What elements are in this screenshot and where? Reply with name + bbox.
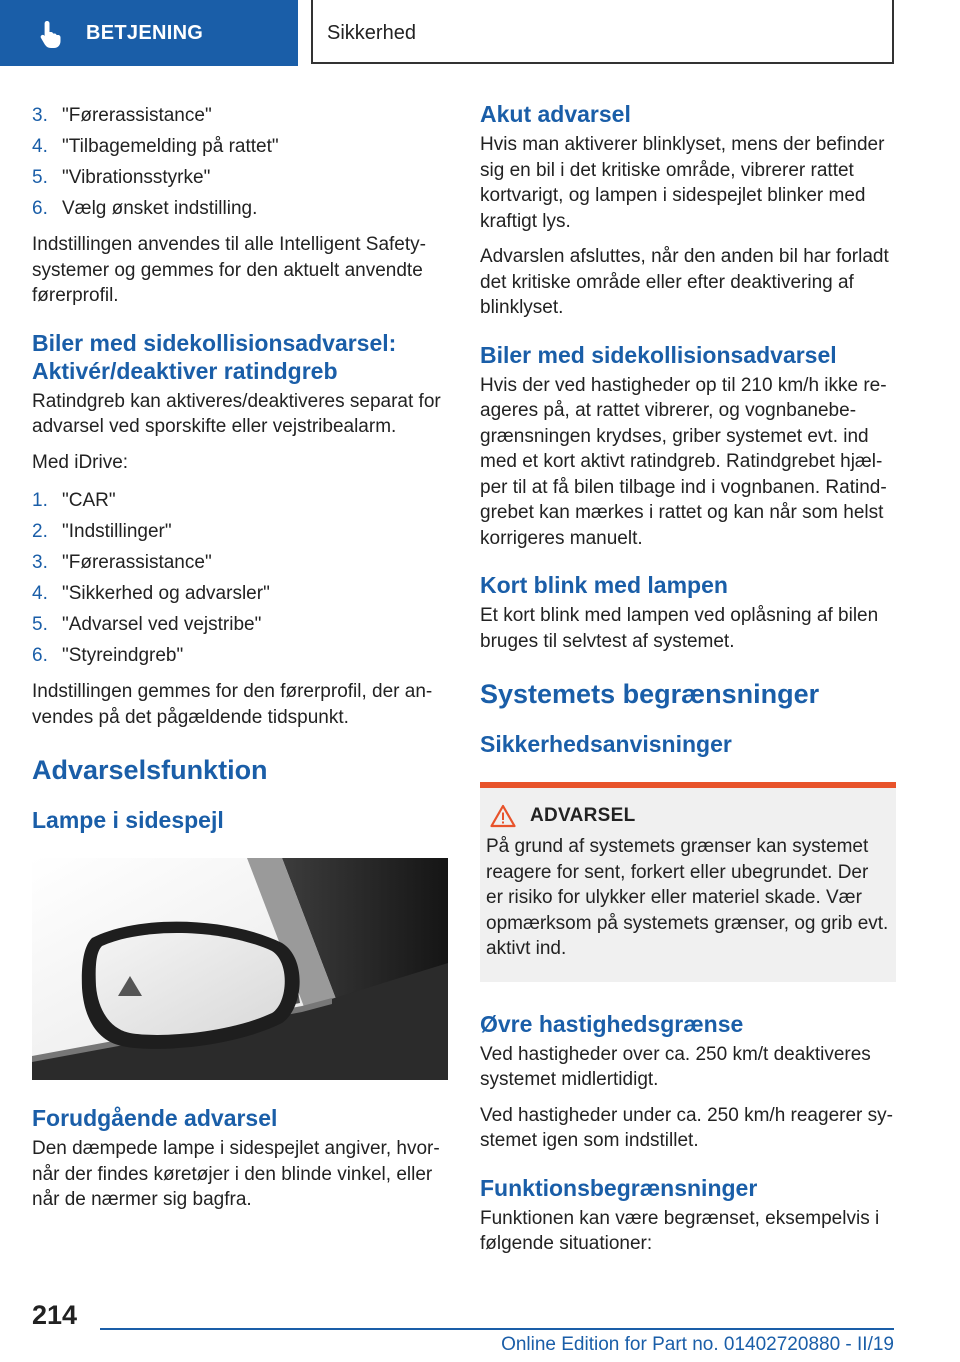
footer-divider (100, 1328, 894, 1330)
heading-lampe-i-sidespejl: Lampe i sidespejl (32, 807, 224, 833)
paragraph: Indstillingen gemmes for den førerprofil, der an-vendes på det pågældende tidspunkt. (32, 681, 433, 728)
list-item: 3. "Førerassistance" (32, 105, 212, 126)
heading-sikkerhedsanvisninger: Sikkerhedsanvisninger (480, 731, 732, 757)
paragraph: Hvis der ved hastigheder op til 210 km/h ikke re-ageres på, at rattet vibrerer, og vognbanebe-grænsningen krydses, griber systemet evt. ind med et kort aktivt ratindgreb. Ratindgrebet hjæl-per til at få bilen tilbage ind i vognbanen. Ratind-grebet kan mærkes i rattet og kan når som helst korrigeres manuelt. (480, 374, 887, 549)
warning-text: På grund af systemets grænser kan systemet reagere for sent, forkert eller ubegrundet. Der er risiko for ulykker eller materiel skade. Vær opmærksom på systemets grænser, og grib evt. aktivt ind. (486, 836, 889, 959)
section-title: Sikkerhed (327, 22, 416, 44)
chapter-tab (0, 0, 298, 66)
list-item: 1. "CAR" (32, 490, 116, 511)
left-column (32, 100, 448, 1223)
paragraph: Den dæmpede lampe i sidespejlet angiver, hvor-når der findes køretøjer i den blinde vinkel, eller når de nærmer sig bagfra. (32, 1138, 440, 1210)
paragraph: Indstillingen anvendes til alle Intelligent Safety-systemer og gemmes for den aktuelt anvendte førerprofil. (32, 234, 426, 306)
warning-header (486, 804, 890, 828)
heading-advarselsfunktion: Advarselsfunktion (32, 755, 268, 785)
heading-biler-sidekollision: Biler med sidekollisionsadvarsel (480, 341, 837, 368)
list-item: 4. "Tilbagemelding på rattet" (32, 136, 279, 157)
page-number: 214 (32, 1300, 78, 1330)
heading-funktionsbegraensninger: Funktionsbegrænsninger (480, 1174, 758, 1201)
heading-systemets-begraensninger: Systemets begrænsninger (480, 679, 820, 709)
list-item: 4. "Sikkerhed og advarsler" (32, 583, 270, 604)
list-item: 5. "Advarsel ved vejstribe" (32, 614, 262, 635)
footer-edition: Online Edition for Part no. 01402720880 - II/19 (501, 1334, 894, 1355)
list-item: 6. "Styreindgreb" (32, 645, 184, 666)
list-item: 3. "Førerassistance" (32, 552, 212, 573)
paragraph: Et kort blink med lampen ved oplåsning af bilen bruges til selvtest af systemet. (480, 605, 879, 652)
list-item: 2. "Indstillinger" (32, 521, 172, 542)
heading-kort-blink: Kort blink med lampen (480, 572, 728, 598)
paragraph: Ved hastigheder under ca. 250 km/h reagerer sy-stemet igen som indstillet. (480, 1104, 893, 1151)
list-item: 5. "Vibrationsstyrke" (32, 167, 211, 188)
idrive-steps-list (32, 485, 448, 671)
paragraph: Advarslen afsluttes, når den anden bil har forladt det kritiske område eller efter deaktivering af blinklyset. (480, 246, 889, 318)
paragraph: Ved hastigheder over ca. 250 km/t deaktiveres systemet midlertidigt. (480, 1043, 871, 1090)
list-item: 6. Vælg ønsket indstilling. (32, 198, 258, 219)
side-mirror-photo (32, 858, 448, 1080)
warning-title: ADVARSEL (530, 805, 636, 826)
warning-triangle-icon (490, 804, 516, 828)
paragraph: Hvis man aktiverer blinklyset, mens der befinder sig en bil i det kritiske område, vibrerer rattet kortvarigt, og lampen i sidespejlet blinker med kraftigt lys. (480, 134, 885, 232)
warning-box (480, 782, 896, 982)
section-tab (311, 0, 894, 64)
pointing-hand-icon (36, 18, 68, 50)
chapter-title: BETJENING (86, 22, 204, 44)
settings-steps-list (32, 100, 448, 224)
heading-biler-ratindgreb: Biler med sidekollisionsadvarsel: Aktivér/deaktiver ratindgreb (32, 329, 397, 384)
heading-akut-advarsel: Akut advarsel (480, 101, 631, 127)
paragraph: Med iDrive: (32, 451, 129, 473)
heading-ovre-hastighedsgraense: Øvre hastighedsgrænse (480, 1010, 744, 1037)
paragraph: Ratindgreb kan aktiveres/deaktiveres separat for advarsel ved sporskifte eller vejstribealarm. (32, 390, 441, 437)
right-column (480, 100, 896, 1267)
heading-forudgaaende-advarsel: Forudgående advarsel (32, 1105, 278, 1131)
paragraph: Funktionen kan være begrænset, eksempelvis i følgende situationer: (480, 1207, 880, 1254)
page-header (0, 0, 960, 66)
